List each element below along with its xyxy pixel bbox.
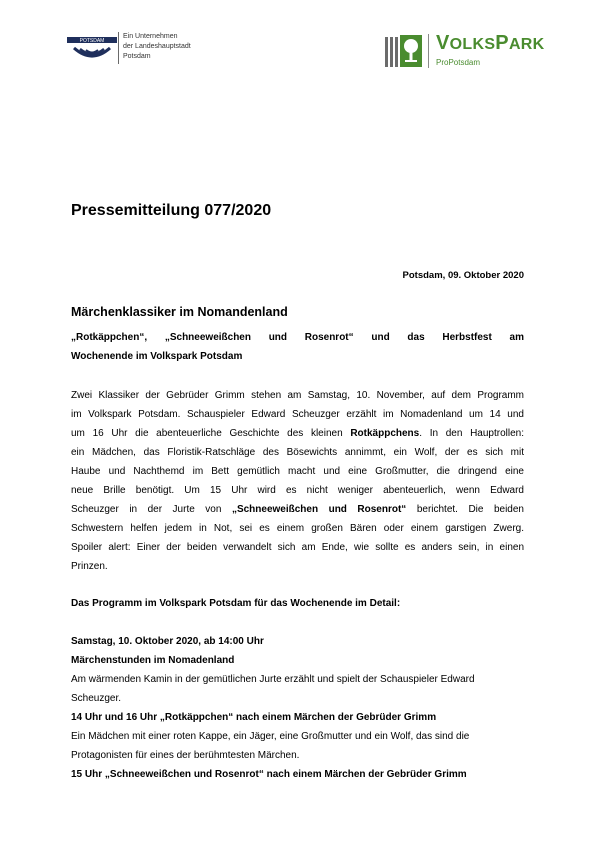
show1-desc-2: Protagonisten für eines der berühmtesten Märchen.	[71, 750, 300, 761]
body-line-10: Prinzen.	[71, 561, 108, 572]
org-tagline	[123, 32, 191, 62]
logo-divider	[118, 32, 119, 64]
brand-olks: OLKS	[449, 36, 496, 53]
event-desc-2: Scheuzger.	[71, 693, 122, 704]
show1-title: 14 Uhr und 16 Uhr „Rotkäppchen“ nach einem Märchen der Gebrüder Grimm	[71, 712, 437, 723]
logo-left-text: POTSDAM	[79, 38, 105, 44]
org-line-2: der Landeshauptstadt	[123, 43, 191, 50]
body-line-1: Zwei Klassiker der Gebrüder Grimm stehen am Samstag, 10. November, auf dem Programm	[71, 390, 524, 401]
body-line-7b: „Schneeweißchen und Rosenrot“	[231, 504, 407, 515]
brand-p: P	[495, 32, 509, 54]
body-line-7c: berichtet. Die beiden	[406, 504, 524, 515]
body-line-3c: . In den Hauptrollen:	[419, 428, 524, 439]
body-line-3	[71, 424, 524, 443]
brand-ark: ARK	[508, 36, 545, 53]
brand-subtitle: ProPotsdam	[436, 58, 481, 67]
show2-title: 15 Uhr „Schneeweißchen und Rosenrot“ nach einem Märchen der Gebrüder Grimm	[71, 769, 467, 780]
brand-v: V	[436, 32, 450, 54]
event-date: Samstag, 10. Oktober 2020, ab 14:00 Uhr	[71, 636, 264, 647]
release-date: Potsdam, 09. Oktober 2020	[402, 270, 524, 281]
volkspark-tree-icon	[384, 33, 424, 69]
org-line-1: Ein Unternehmen	[123, 33, 178, 40]
subhead-line-1: „Rotkäppchen“, „Schneeweißchen und Rosenrot“ und das Herbstfest am	[71, 332, 524, 343]
body-line-5: Haube und Nachthemd im Bett gemütlich macht und eine Großmutter, die dringend eine	[71, 466, 524, 477]
event-desc-1: Am wärmenden Kamin in der gemütlichen Jurte erzählt und spielt der Schauspieler Edward	[71, 674, 475, 685]
brand-name	[436, 32, 545, 55]
potsdam-logo	[66, 30, 118, 66]
body-line-6: neue Brille benötigt. Um 15 Uhr wird es nicht weniger abenteuerlich, wenn Edward	[71, 485, 524, 496]
press-release-title: Pressemitteilung 077/2020	[71, 202, 272, 219]
body-line-7	[71, 500, 524, 519]
article-headline: Märchenklassiker im Nomandenland	[71, 305, 288, 319]
event-title: Märchenstunden im Nomadenland	[71, 655, 235, 666]
subhead-line-2: Wochenende im Volkspark Potsdam	[71, 351, 243, 362]
program-heading: Das Programm im Volkspark Potsdam für das Wochenende im Detail:	[71, 598, 401, 609]
show1-desc-1: Ein Mädchen mit einer roten Kappe, ein Jäger, eine Großmutter und ein Wolf, das sind die	[71, 731, 470, 742]
org-line-3: Potsdam	[123, 53, 151, 60]
body-line-8: Schwestern helfen jedem in Not, sei es einem großen Bären oder einem garstigen Zwerg.	[71, 523, 524, 534]
brand-divider	[428, 34, 429, 68]
body-line-3a: um 16 Uhr die abenteuerliche Geschichte des kleinen	[71, 428, 351, 439]
body-line-2: im Volkspark Potsdam. Schauspieler Edward Scheuzger erzählt im Nomadenland um 14 und	[71, 409, 524, 420]
body-line-7a: Scheuzger in der Jurte von	[71, 504, 232, 515]
body-line-9: Spoiler alert: Einer der beiden verwandelt sich am Ende, wie sollte es anders sein, in einen	[71, 542, 524, 553]
body-line-3b: Rotkäppchens	[350, 428, 420, 439]
body-line-4: ein Mädchen, das Floristik-Ratschläge des Bösewichts annimmt, ein Wolf, der es sich mit	[71, 447, 524, 458]
